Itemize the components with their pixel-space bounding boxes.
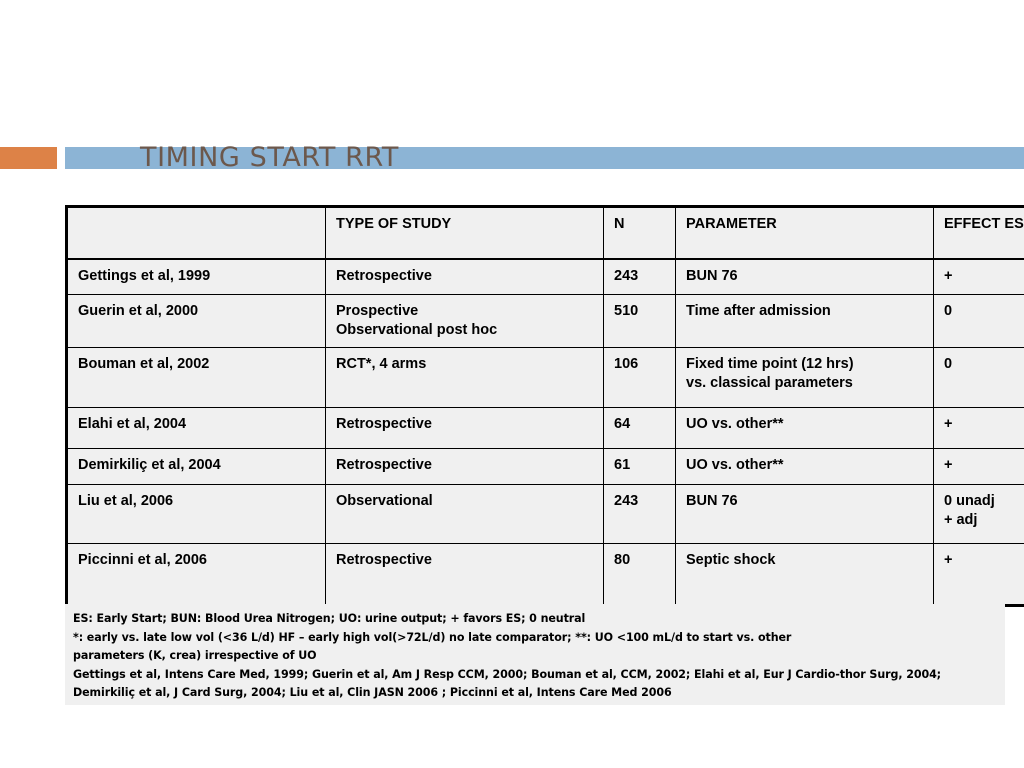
- table-row: [67, 408, 1024, 449]
- cell-effect-line1: +: [944, 416, 953, 433]
- cell-n: 80: [604, 544, 676, 606]
- cell-study: Elahi et al, 2004: [67, 408, 326, 449]
- table-row: [67, 348, 1024, 408]
- cell-n: 61: [604, 449, 676, 485]
- cell-parameter: [676, 408, 934, 449]
- footnote-asterisk-cont: parameters (K, crea) irrespective of UO: [73, 649, 317, 662]
- footnote-citations-line2: Demirkiliç et al, J Card Surg, 2004; Liu et al, Clin JASN 2006 ; Piccinni et al, Intens Care Med 2006: [73, 686, 672, 699]
- cell-parameter: [676, 485, 934, 544]
- cell-type: [326, 295, 604, 348]
- cell-effect-line2: + adj: [944, 512, 978, 529]
- study-comparison-table: [65, 205, 1024, 607]
- cell-type-line1: Observational: [336, 493, 433, 510]
- cell-n: 510: [604, 295, 676, 348]
- column-header-type: TYPE OF STUDY: [326, 207, 604, 260]
- cell-type-line1: Prospective: [336, 303, 419, 319]
- cell-parameter-line1: UO vs. other**: [686, 416, 784, 433]
- cell-study: Gettings et al, 1999: [67, 259, 326, 295]
- cell-parameter-line1: Fixed time point (12 hrs): [686, 356, 854, 373]
- column-header-study: [67, 207, 326, 260]
- cell-effect: [934, 485, 1024, 544]
- cell-effect: [934, 449, 1024, 485]
- cell-parameter: [676, 348, 934, 408]
- cell-n: 106: [604, 348, 676, 408]
- table-header-row: [67, 207, 1024, 260]
- table-row: [67, 485, 1024, 544]
- cell-type: [326, 408, 604, 449]
- cell-parameter-line1: Septic shock: [686, 552, 776, 569]
- cell-parameter: [676, 544, 934, 606]
- column-header-n: N: [604, 207, 676, 260]
- cell-type: [326, 259, 604, 295]
- table-row: [67, 295, 1024, 348]
- cell-study: Liu et al, 2006: [67, 485, 326, 544]
- cell-parameter-line1: BUN 76: [686, 268, 738, 284]
- cell-effect-line1: 0: [944, 303, 953, 319]
- cell-n: 64: [604, 408, 676, 449]
- cell-type-line1: Retrospective: [336, 457, 432, 474]
- cell-effect-line1: 0 unadj: [944, 493, 995, 510]
- cell-effect: [934, 295, 1024, 348]
- cell-parameter: [676, 449, 934, 485]
- cell-parameter-line1: Time after admission: [686, 303, 831, 319]
- table-row: [67, 449, 1024, 485]
- cell-type-line1: RCT*, 4 arms: [336, 356, 427, 373]
- page-title: TIMING START RRT: [140, 142, 399, 173]
- cell-parameter-line1: BUN 76: [686, 493, 738, 510]
- footnote-asterisk: *: early vs. late low vol (<36 L/d) HF – early high vol(>72L/d) no late comparator; **: UO <100 mL/d to start vs. other: [73, 630, 792, 644]
- column-header-parameter: PARAMETER: [676, 207, 934, 260]
- table-row: [67, 259, 1024, 295]
- cell-effect-line1: +: [944, 552, 953, 569]
- cell-effect-line1: 0: [944, 356, 953, 373]
- cell-type-line1: Retrospective: [336, 268, 432, 284]
- footnotes-block: [65, 604, 1005, 705]
- footnote-abbreviations: ES: Early Start; BUN: Blood Urea Nitrogen; UO: urine output; + favors ES; 0 neutral: [73, 612, 586, 625]
- cell-effect: [934, 259, 1024, 295]
- cell-type-line2: Observational post hoc: [336, 322, 498, 339]
- cell-effect-line1: +: [944, 268, 953, 284]
- accent-block: [0, 147, 57, 169]
- cell-n: 243: [604, 259, 676, 295]
- cell-n: 243: [604, 485, 676, 544]
- cell-effect: [934, 544, 1024, 606]
- cell-effect-line1: +: [944, 457, 953, 474]
- cell-parameter-line2: vs. classical parameters: [686, 375, 853, 392]
- cell-type: [326, 348, 604, 408]
- footnote-citations-line1: Gettings et al, Intens Care Med, 1999; Guerin et al, Am J Resp CCM, 2000; Bouman et al, CCM, 2002; Elahi et al, Eur J Cardio-thor Surg, 2004;: [73, 667, 942, 681]
- cell-effect: [934, 408, 1024, 449]
- cell-study: Guerin et al, 2000: [67, 295, 326, 348]
- cell-study: Demirkiliç et al, 2004: [67, 449, 326, 485]
- cell-type: [326, 449, 604, 485]
- cell-study: Bouman et al, 2002: [67, 348, 326, 408]
- cell-type-line1: Retrospective: [336, 552, 432, 569]
- column-header-effect: EFFECT ES: [934, 207, 1024, 260]
- cell-parameter: [676, 295, 934, 348]
- cell-parameter-line1: UO vs. other**: [686, 457, 784, 474]
- cell-study: Piccinni et al, 2006: [67, 544, 326, 606]
- table-row: [67, 544, 1024, 606]
- cell-type: [326, 544, 604, 606]
- cell-type: [326, 485, 604, 544]
- cell-parameter: [676, 259, 934, 295]
- cell-type-line1: Retrospective: [336, 416, 432, 433]
- cell-effect: [934, 348, 1024, 408]
